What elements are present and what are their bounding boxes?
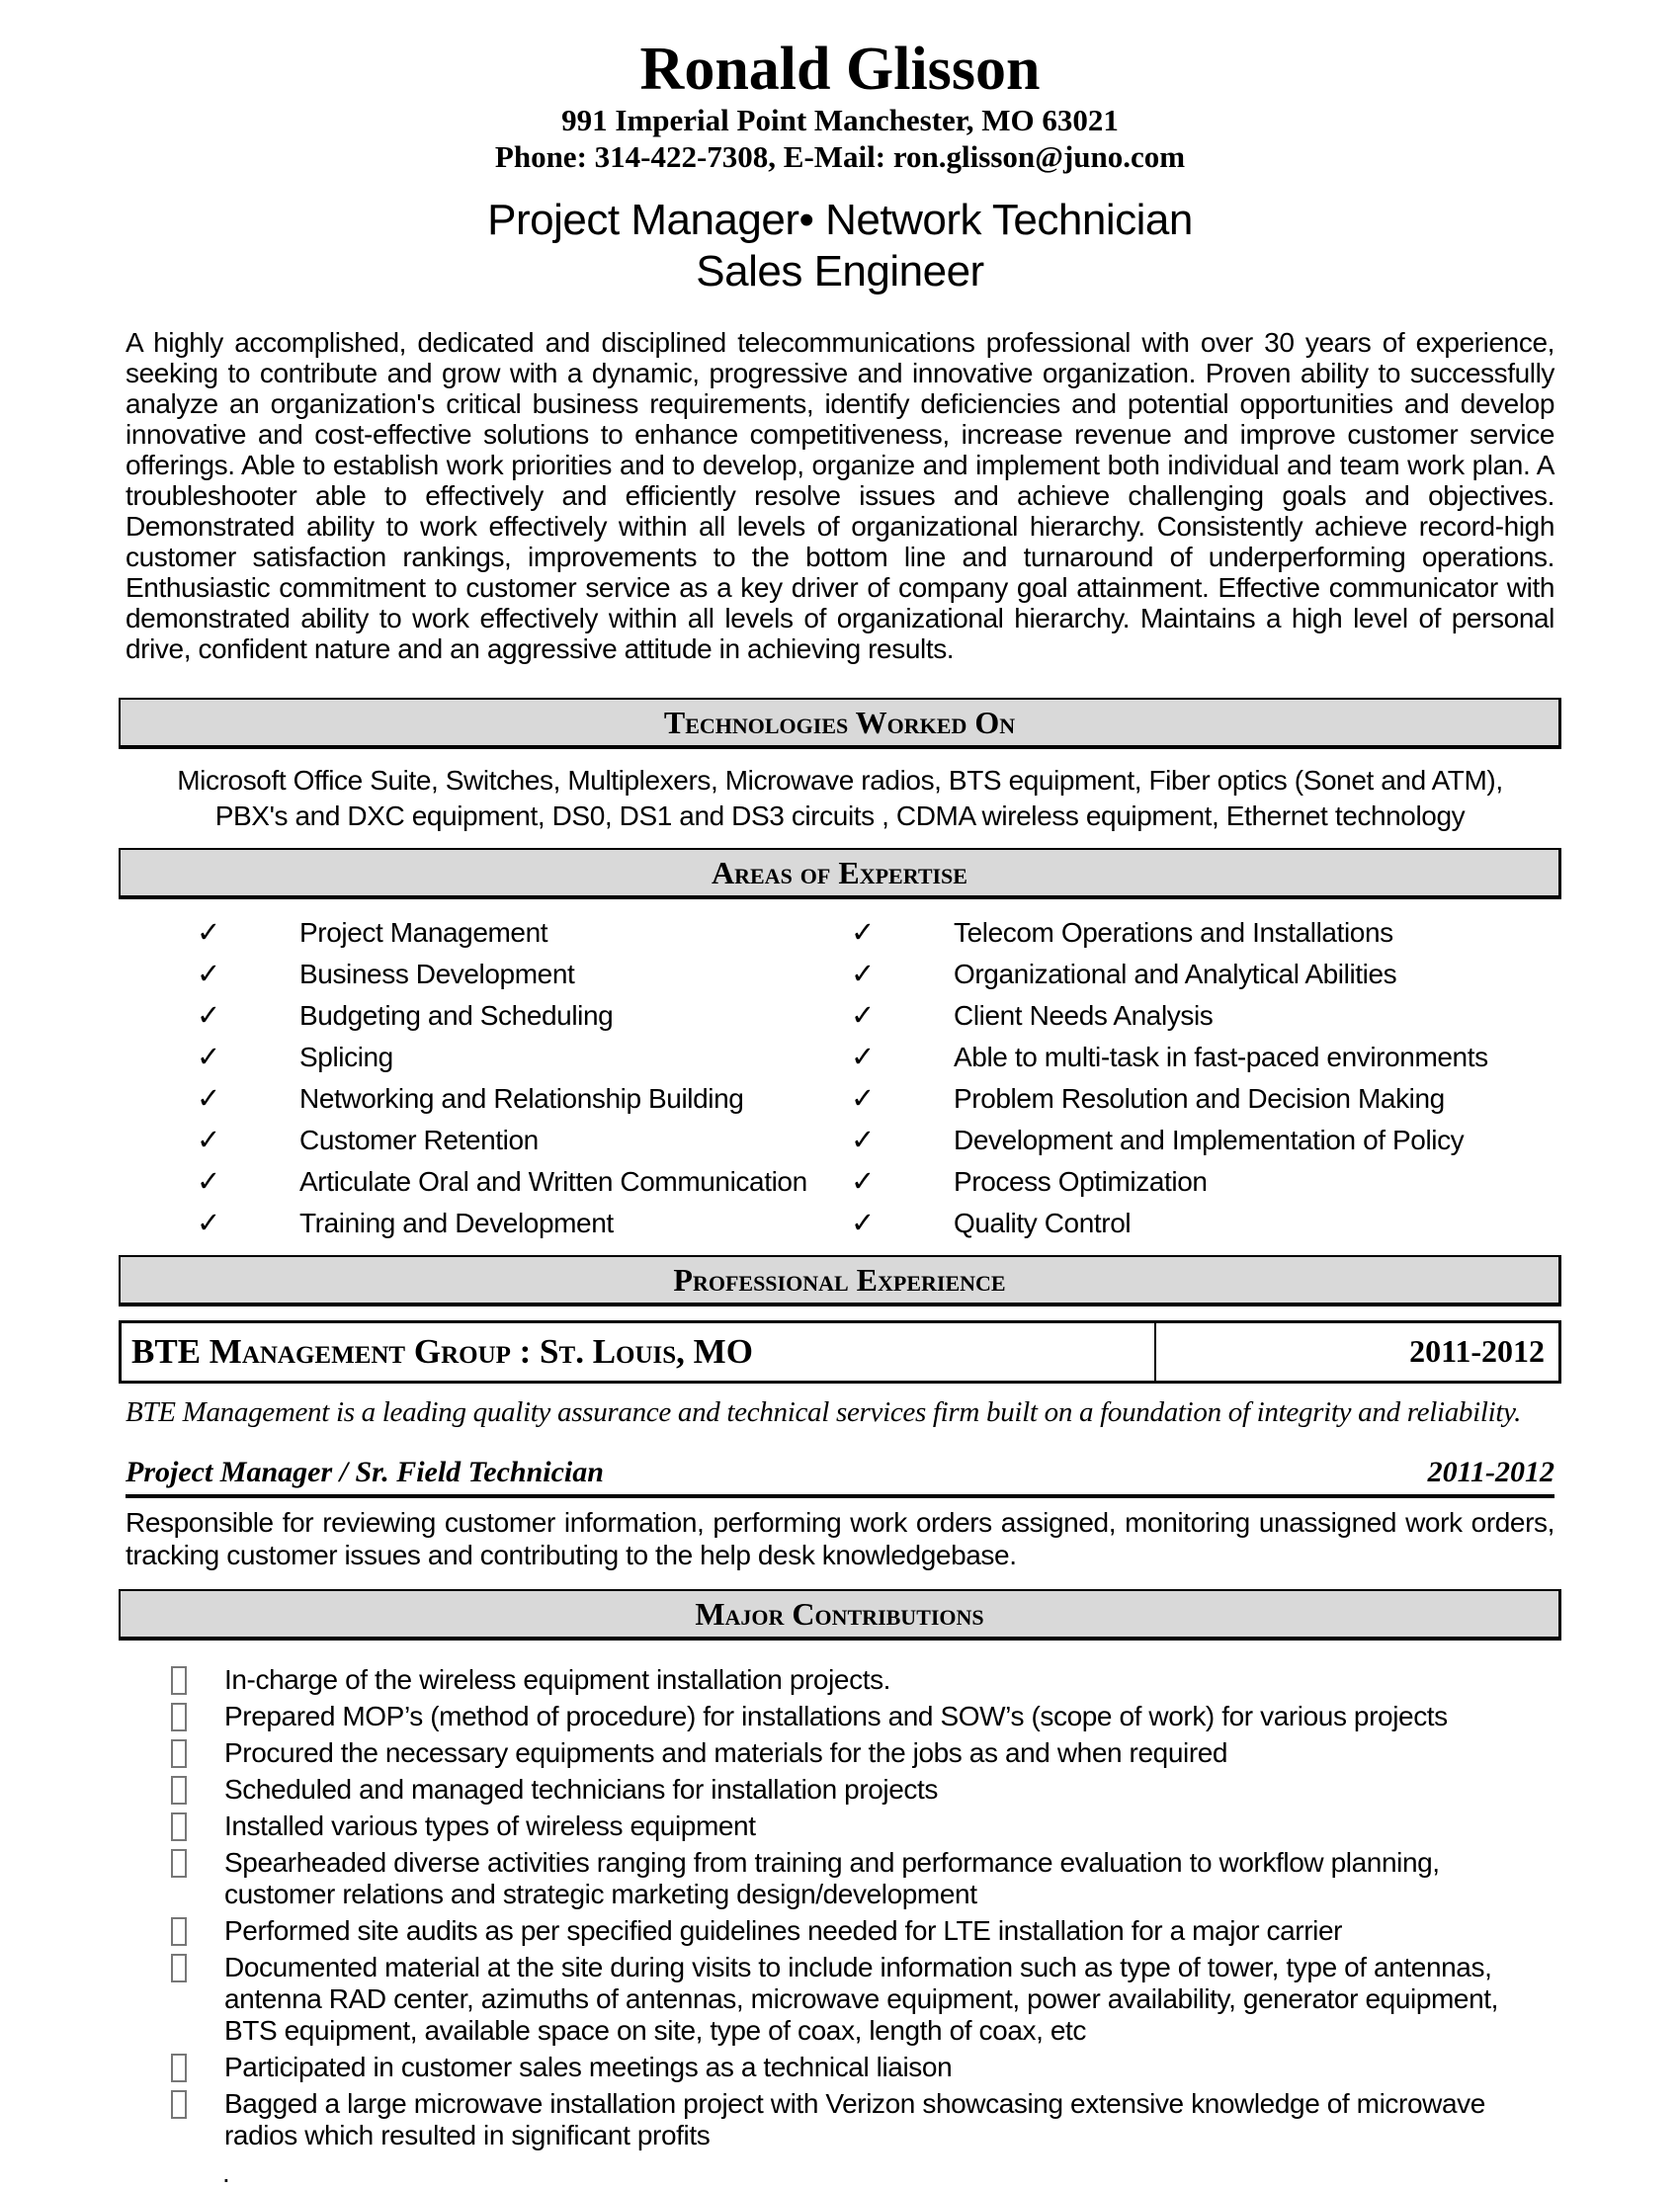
- check-icon: ✓: [197, 1041, 220, 1073]
- hollow-box-bullet-icon: [171, 1739, 187, 1768]
- expertise-row: [126, 1166, 1554, 1198]
- expertise-row: [126, 917, 1554, 949]
- expertise-row: [126, 959, 1554, 990]
- contribution-text: Spearheaded diverse activities ranging from training and performance evaluation to workflow planning, customer relations and strategic marketing design/development: [224, 1846, 1440, 1909]
- contribution-text: In-charge of the wireless equipment installation projects.: [224, 1663, 891, 1695]
- expertise-item-label: Client Needs Analysis: [954, 999, 1214, 1031]
- hollow-box-bullet-icon: [171, 2090, 187, 2119]
- expertise-cell-left: [197, 1208, 851, 1239]
- check-icon: ✓: [197, 916, 220, 949]
- section-header-areas-of-expertise: Areas of Expertise: [119, 848, 1561, 899]
- section-header-professional-experience: Professional Experience: [119, 1255, 1561, 1306]
- job-title: Project Manager / Sr. Field Technician: [126, 1455, 604, 1488]
- section-header-major-contributions: Major Contributions: [119, 1589, 1561, 1641]
- contribution-item: [126, 2088, 1554, 2151]
- hollow-box-bullet-icon: [171, 1917, 187, 1946]
- expertise-item-label: Quality Control: [954, 1207, 1132, 1238]
- check-icon: ✓: [197, 1165, 220, 1198]
- contribution-item: [126, 1774, 1554, 1806]
- expertise-cell-left: [197, 1125, 851, 1156]
- hollow-box-bullet-icon: [171, 2054, 187, 2082]
- role-titles: [126, 195, 1554, 297]
- expertise-cell-left: [197, 1000, 851, 1032]
- expertise-cell-right: [851, 1083, 1493, 1115]
- expertise-row: [126, 1125, 1554, 1156]
- contribution-text: Bagged a large microwave installation project with Verizon showcasing extensive knowledge of microwave radios which resulted in significant profits: [224, 2087, 1485, 2150]
- contribution-item: [126, 1810, 1554, 1842]
- hollow-box-bullet-icon: [171, 1812, 187, 1841]
- expertise-cell-left: [197, 917, 851, 949]
- contribution-text: Participated in customer sales meetings as a technical liaison: [224, 2051, 953, 2082]
- hollow-box-bullet-icon: [171, 1666, 187, 1695]
- contribution-text: Installed various types of wireless equipment: [224, 1810, 756, 1841]
- check-icon: ✓: [851, 999, 875, 1032]
- expertise-cell-left: [197, 1166, 851, 1198]
- contribution-text: Prepared MOP’s (method of procedure) for installations and SOW’s (scope of work) for various projects: [224, 1700, 1448, 1731]
- check-icon: ✓: [851, 958, 875, 990]
- contribution-item: [126, 1664, 1554, 1696]
- hollow-box-bullet-icon: [171, 1703, 187, 1731]
- check-icon: ✓: [851, 1207, 875, 1239]
- expertise-cell-right: [851, 917, 1493, 949]
- check-icon: ✓: [197, 1207, 220, 1239]
- contribution-text: Procured the necessary equipments and materials for the jobs as and when required: [224, 1736, 1228, 1768]
- section-header-technologies: Technologies Worked On: [119, 698, 1561, 749]
- company-row: [119, 1320, 1561, 1385]
- contribution-text: Documented material at the site during visits to include information such as type of tower, type of antennas, antenna RAD center, azimuths of antennas, microwave equipment, power availability, generator equipment, BTS equipment, available space on site, type of coax, length of coax, etc: [224, 1951, 1499, 2046]
- expertise-item-label: Able to multi-task in fast-paced environments: [954, 1041, 1488, 1072]
- expertise-item-label: Training and Development: [299, 1207, 614, 1238]
- expertise-item-label: Networking and Relationship Building: [299, 1082, 744, 1114]
- job-title-row: [126, 1456, 1554, 1498]
- contribution-text: Scheduled and managed technicians for installation projects: [224, 1773, 938, 1805]
- company-dates: 2011-2012: [1154, 1323, 1558, 1382]
- person-name: Ronald Glisson: [639, 36, 1041, 103]
- expertise-cell-right: [851, 1166, 1493, 1198]
- expertise-item-label: Development and Implementation of Policy: [954, 1124, 1465, 1155]
- expertise-row: [126, 1000, 1554, 1032]
- contribution-item: [126, 1952, 1554, 2047]
- expertise-cell-right: [851, 959, 1493, 990]
- check-icon: ✓: [851, 916, 875, 949]
- job-dates: 2011-2012: [1427, 1455, 1554, 1488]
- technologies-content: Microsoft Office Suite, Switches, Multiplexers, Microwave radios, BTS equipment, Fiber optics (Sonet and ATM), PBX's and DXC equipment, DS0, DS1 and DS3 circuits , CDMA wireless equipment, Ethernet technology: [177, 765, 1503, 832]
- expertise-cell-right: [851, 1208, 1493, 1239]
- check-icon: ✓: [851, 1082, 875, 1115]
- expertise-row: [126, 1083, 1554, 1115]
- expertise-cell-left: [197, 1042, 851, 1073]
- contribution-text: Performed site audits as per specified guidelines needed for LTE installation for a major carrier: [224, 1914, 1343, 1946]
- expertise-row: [126, 1208, 1554, 1239]
- role-title-line-1: Project Manager• Network Technician: [487, 196, 1193, 245]
- company-description: BTE Management is a leading quality assurance and technical services firm built on a foundation of integrity and reliability.: [126, 1396, 1522, 1429]
- hollow-box-bullet-icon: [171, 1849, 187, 1878]
- hollow-box-bullet-icon: [171, 1776, 187, 1805]
- contributions-list: [126, 1664, 1554, 2151]
- expertise-item-label: Articulate Oral and Written Communication: [299, 1165, 807, 1197]
- expertise-item-label: Splicing: [299, 1041, 393, 1072]
- check-icon: ✓: [851, 1041, 875, 1073]
- expertise-cell-left: [197, 959, 851, 990]
- contribution-item: [126, 1737, 1554, 1769]
- expertise-item-label: Project Management: [299, 916, 548, 948]
- expertise-row: [126, 1042, 1554, 1073]
- check-icon: ✓: [197, 999, 220, 1032]
- address-line: 991 Imperial Point Manchester, MO 63021: [561, 103, 1119, 138]
- expertise-item-label: Organizational and Analytical Abilities: [954, 958, 1397, 989]
- expertise-item-label: Customer Retention: [299, 1124, 539, 1155]
- check-icon: ✓: [197, 1124, 220, 1156]
- contribution-item: [126, 2052, 1554, 2083]
- check-icon: ✓: [197, 1082, 220, 1115]
- expertise-item-label: Business Development: [299, 958, 575, 989]
- professional-summary: A highly accomplished, dedicated and disciplined telecommunications professional with over 30 years of experience, seeking to contribute and grow with a dynamic, progressive and innovative organization. Proven ability to successfully analyze an organization's critical business requirements, identify deficiencies and potential opportunities and develop innovative and cost-effective solutions to enhance competitiveness, increase revenue and improve customer service offerings. Able to establish work priorities and to develop, organize and implement both individual and team work plan. A troubleshooter able to effectively and efficiently resolve issues and achieve challenging goals and objectives. Demonstrated ability to work effectively within all levels of organizational hierarchy. Consistently achieve record-high customer satisfaction rankings, improvements to the bottom line and turnaround of underperforming operations. Enthusiastic commitment to customer service as a key driver of company goal attainment. Effective communicator with demonstrated ability to work effectively within all levels of organizational hierarchy. Maintains a high level of personal drive, confident nature and an aggressive attitude in achieving results.: [126, 327, 1554, 665]
- job-description: Responsible for reviewing customer information, performing work orders assigned, monitoring unassigned work orders, tracking customer issues and contributing to the help desk knowledgebase.: [126, 1506, 1554, 1570]
- expertise-item-label: Process Optimization: [954, 1165, 1208, 1197]
- expertise-item-label: Problem Resolution and Decision Making: [954, 1082, 1445, 1114]
- role-title-line-2: Sales Engineer: [696, 247, 984, 296]
- check-icon: ✓: [197, 958, 220, 990]
- contribution-item: [126, 1915, 1554, 1947]
- expertise-cell-right: [851, 1042, 1493, 1073]
- expertise-item-label: Budgeting and Scheduling: [299, 999, 614, 1031]
- expertise-item-label: Telecom Operations and Installations: [954, 916, 1393, 948]
- company-name: BTE Management Group : St. Louis, MO: [131, 1331, 753, 1371]
- expertise-rows: [126, 917, 1554, 1239]
- expertise-cell-left: [197, 1083, 851, 1115]
- hollow-box-bullet-icon: [171, 1954, 187, 1982]
- contribution-item: [126, 1847, 1554, 1910]
- check-icon: ✓: [851, 1165, 875, 1198]
- check-icon: ✓: [851, 1124, 875, 1156]
- expertise-cell-right: [851, 1125, 1493, 1156]
- expertise-cell-right: [851, 1000, 1493, 1032]
- contribution-item: [126, 1701, 1554, 1732]
- trailing-period: .: [222, 2156, 230, 2188]
- contact-line: Phone: 314-422-7308, E-Mail: ron.glisson@juno.com: [494, 139, 1186, 175]
